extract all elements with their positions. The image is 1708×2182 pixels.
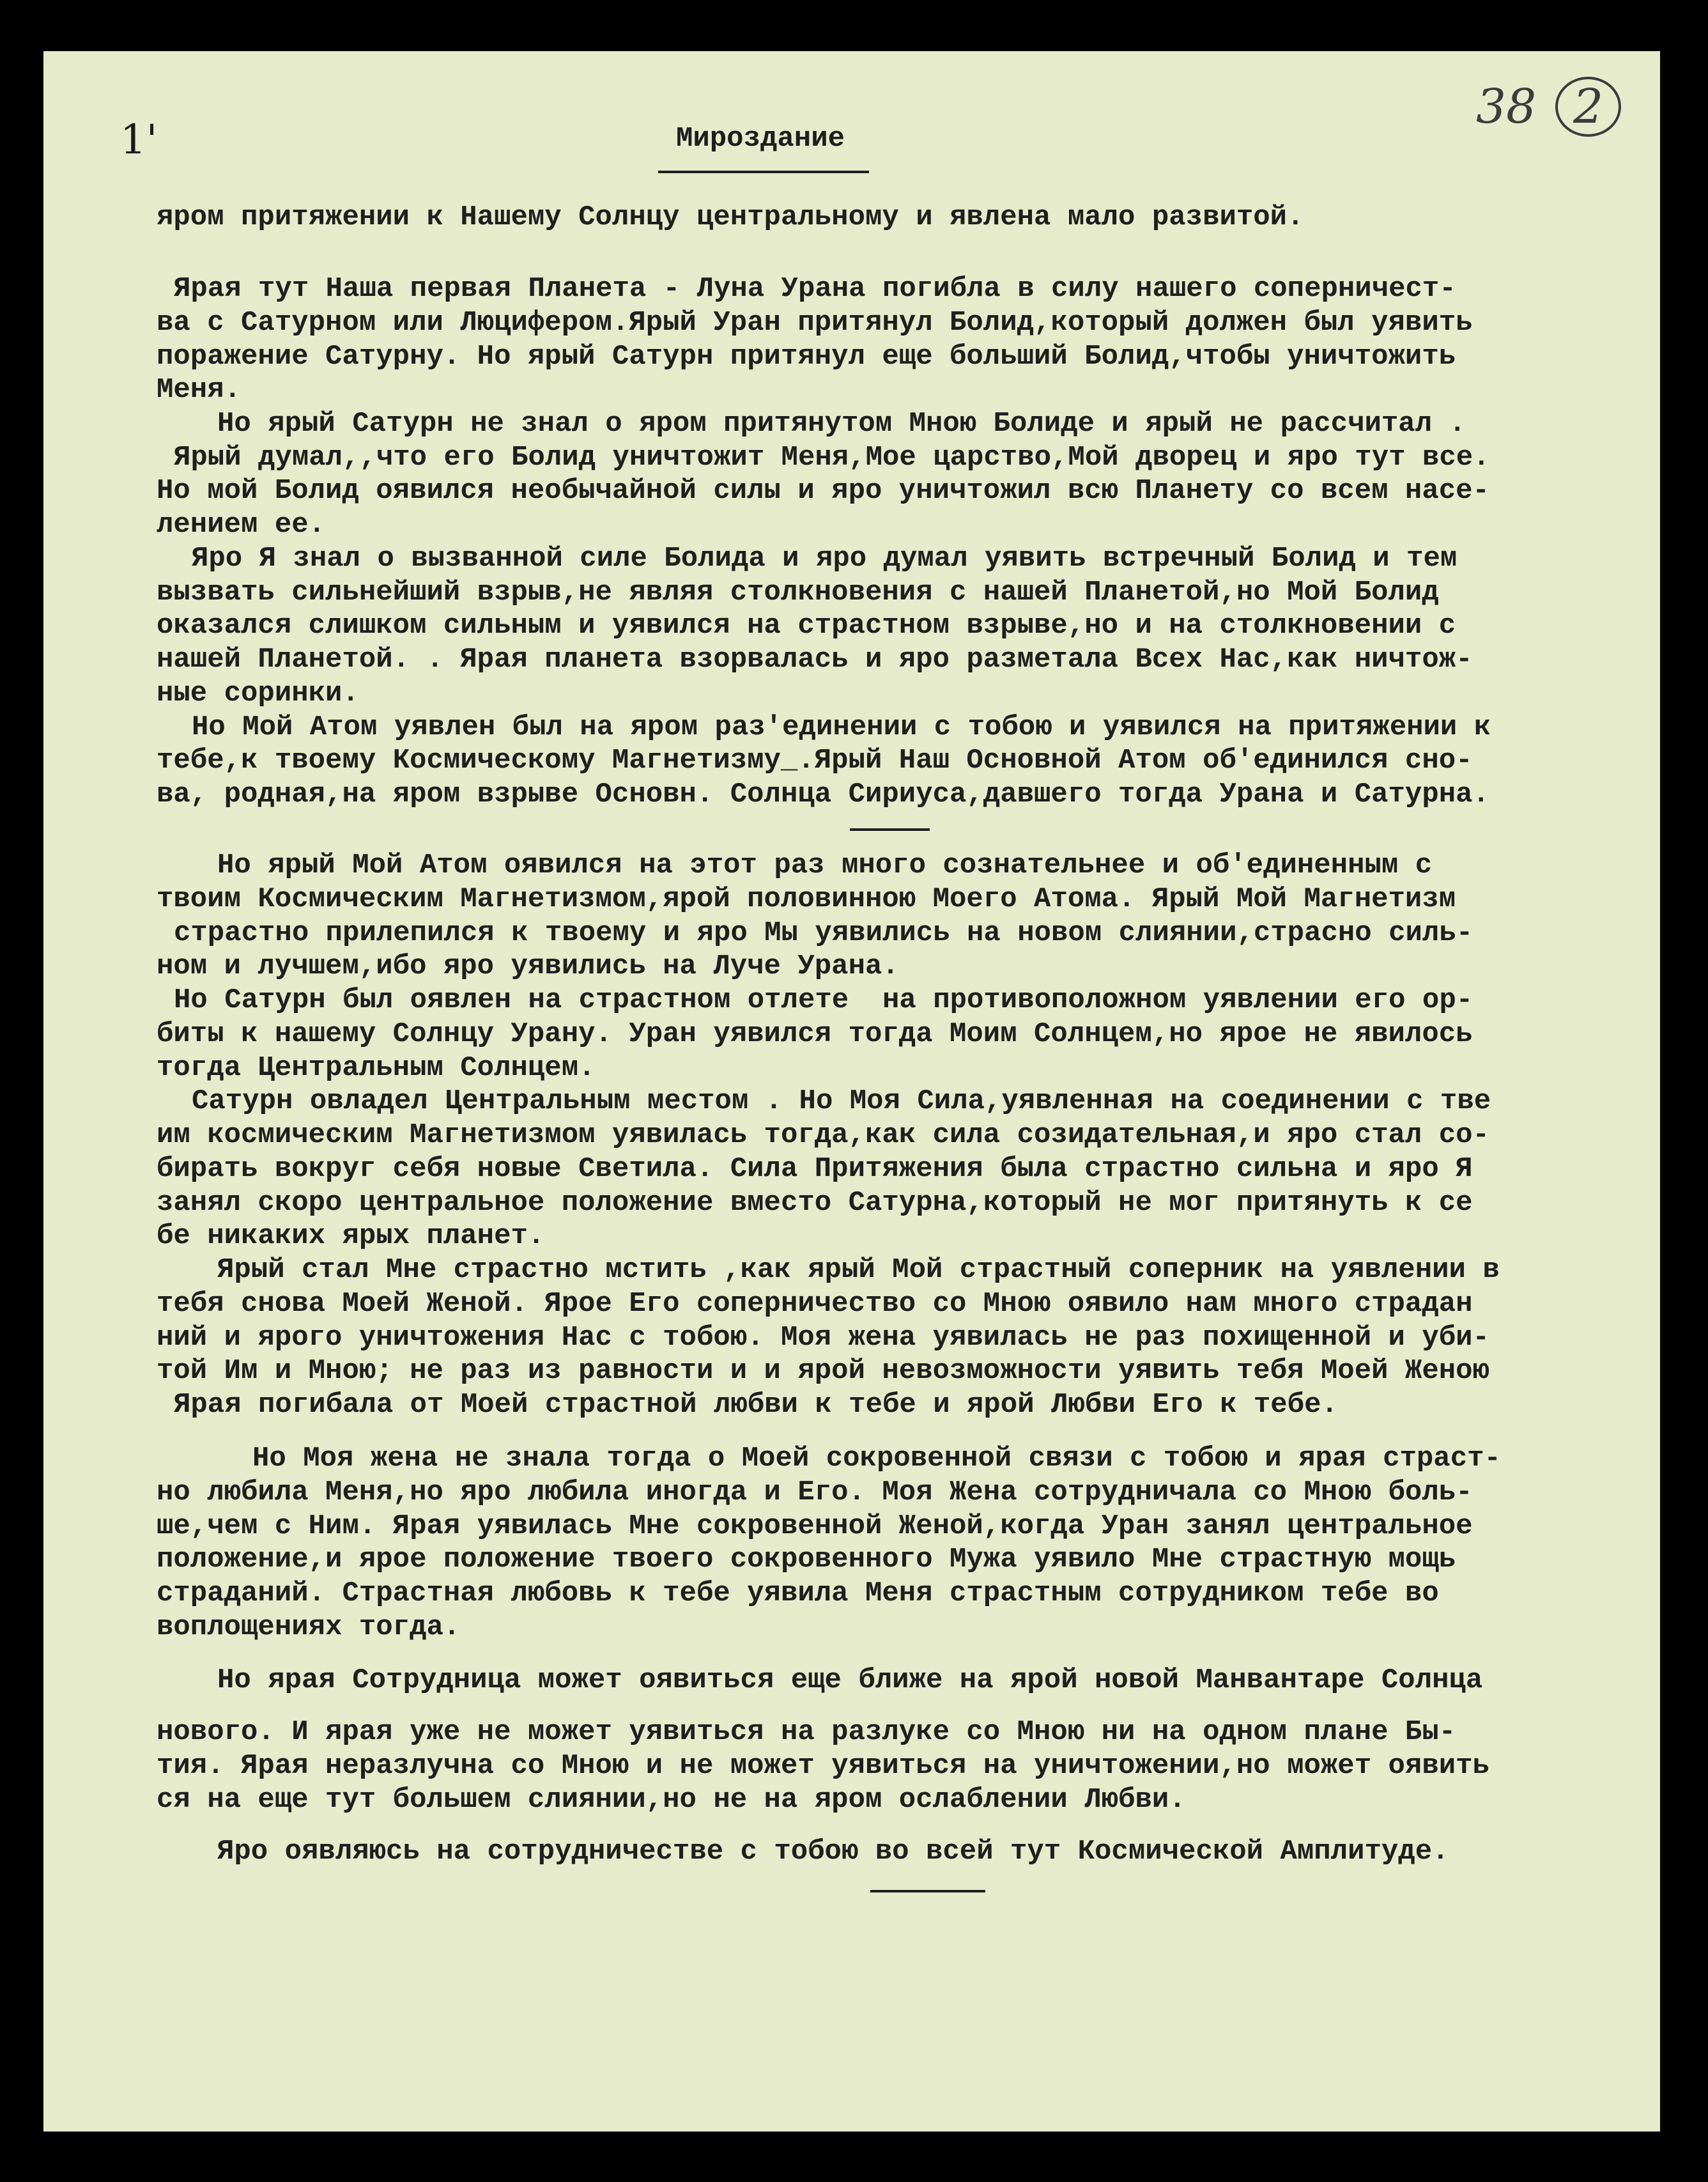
text-line: яром притяжении к Нашему Солнцу центральному и явлена мало развитой. xyxy=(157,201,1304,233)
text-line: ше,чем с Ним. Ярая уявилась Мне сокровенной Женой,когда Уран занял центральное xyxy=(157,1510,1473,1542)
text-line: той Им и Мною; не раз из равности и и ярой невозможности уявить тебя Моей Женою xyxy=(157,1355,1489,1387)
text-line: Но ярый Сатурн не знал о яром притянутом Мною Болиде и ярый не рассчитал . xyxy=(217,408,1466,440)
text-line: ся на еще тут большем слиянии,но не на яром ослаблении Любви. xyxy=(157,1784,1186,1816)
text-line: тогда Центральным Солнцем. xyxy=(157,1052,596,1084)
text-line: страданий. Страстная любовь к тебе уявила Меня страстным сотрудником тебе во xyxy=(157,1577,1439,1609)
text-line: страстно прилепился к твоему и яро Мы уявились на новом слиянии,страсно силь- xyxy=(174,917,1473,949)
section-divider xyxy=(850,828,930,831)
text-line: ва с Сатурном или Люцифером.Ярый Уран притянул Болид,который должен был уявить xyxy=(157,307,1473,339)
text-line: Но ярый Мой Атом оявился на этот раз много сознательнее и об'единенным с xyxy=(217,849,1433,881)
text-line: лением ее. xyxy=(157,509,326,541)
text-line: Но мой Болид оявился необычайной силы и яро уничтожил всю Планету со всем насе- xyxy=(157,475,1489,507)
margin-mark: 1' xyxy=(120,116,158,164)
text-line: ные соринки. xyxy=(157,677,359,709)
text-line: Сатурн овладел Центральным местом . Но Моя Сила,уявленная на соединении с тве xyxy=(192,1085,1491,1117)
text-line: ний и ярого уничтожения Нас с тобою. Моя жена уявилась не раз похищенной и уби- xyxy=(157,1322,1489,1354)
text-line: оказался слишком сильным и уявился на страстном взрыве,но и на столкновении с xyxy=(157,610,1456,642)
text-line: твоим Космическим Магнетизмом,ярой половинною Моего Атома. Ярый Мой Магнетизм xyxy=(157,883,1456,915)
text-line: биты к нашему Солнцу Урану. Уран уявился тогда Моим Солнцем,но ярое не явилось xyxy=(157,1018,1473,1050)
text-line: Ярый думал,,что его Болид уничтожит Меня,Мое царство,Мой дворец и яро тут все. xyxy=(174,442,1490,474)
text-line: Но Моя жена не знала тогда о Моей сокровенной связи с тобою и ярая страст- xyxy=(252,1443,1501,1474)
text-line: занял скоро центральное положение вместо Сатурна,который не мог притянуть к се xyxy=(157,1187,1473,1219)
text-line: Но Мой Атом уявлен был на яром раз'единении с тобою и уявился на притяжении к xyxy=(192,711,1491,743)
text-line: Яро оявляюсь на сотрудничестве с тобою во всей тут Космической Амплитуде. xyxy=(217,1836,1449,1868)
text-line: воплощениях тогда. xyxy=(157,1611,461,1643)
closing-divider xyxy=(870,1890,985,1892)
text-line: нового. И ярая уже не может уявиться на разлуке со Мною ни на одном плане Бы- xyxy=(157,1716,1456,1748)
text-line: Яро Я знал о вызванной силе Болида и яро думал уявить встречный Болид и тем xyxy=(192,543,1458,575)
text-line: Ярая тут Наша первая Планета - Луна Урана погибла в силу нашего соперничест- xyxy=(174,273,1456,305)
text-line: поражение Сатурну. Но ярый Сатурн притянул еще больший Болид,чтобы уничтожить xyxy=(157,341,1456,373)
text-line: Но Сатурн был оявлен на страстном отлете на противоположном уявлении его ор- xyxy=(174,984,1473,1016)
text-line: ва, родная,на яром взрыве Основн. Солнца Сириуса,давшего тогда Урана и Сатурна. xyxy=(157,778,1489,810)
text-line: тебе,к твоему Космическому Магнетизму_.Ярый Наш Основной Атом об'единился сно- xyxy=(157,745,1473,777)
text-line: тебя снова Моей Женой. Ярое Его соперничество со Мною оявило нам много страдан xyxy=(157,1288,1473,1320)
text-line: бирать вокруг себя новые Светила. Сила Притяжения была страстно сильна и яро Я xyxy=(157,1153,1473,1185)
text-line: вызвать сильнейший взрыв,не являя столкновения с нашей Планетой,но Мой Болид xyxy=(157,576,1439,608)
text-line: нашей Планетой. . Ярая планета взорвалась и яро разметала Всех Нас,как ничтож- xyxy=(157,644,1473,676)
text-line: Ярая погибала от Моей страстной любви к тебе и ярой Любви Его к тебе. xyxy=(174,1389,1338,1421)
circled-sheet-number: 2 xyxy=(1555,77,1621,137)
text-line: ном и лучшем,ибо яро уявились на Луче Урана. xyxy=(157,950,899,982)
text-line: положение,и ярое положение твоего сокровенного Мужа уявило Мне страстную мощь xyxy=(157,1544,1456,1575)
text-line: Но ярая Сотрудница может оявиться еще ближе на ярой новой Манвантаре Солнца xyxy=(217,1664,1483,1696)
text-line: тия. Ярая неразлучна со Мною и не может уявиться на уничтожении,но может оявить xyxy=(157,1750,1489,1782)
archive-number: 38 xyxy=(1476,79,1537,134)
text-line: но любила Меня,но яро любила иногда и Его. Моя Жена сотрудничала со Мною боль- xyxy=(157,1476,1473,1508)
text-line: бе никаких ярых планет. xyxy=(157,1220,545,1252)
text-line: им космическим Магнетизмом уявилась тогда,как сила созидательная,и яро стал со- xyxy=(157,1119,1489,1151)
page-title: Мироздание xyxy=(675,123,845,155)
text-line: Меня. xyxy=(157,374,242,406)
text-line: Ярый стал Мне страстно мстить ,как ярый Мой страстный соперник на уявлении в xyxy=(217,1254,1500,1286)
